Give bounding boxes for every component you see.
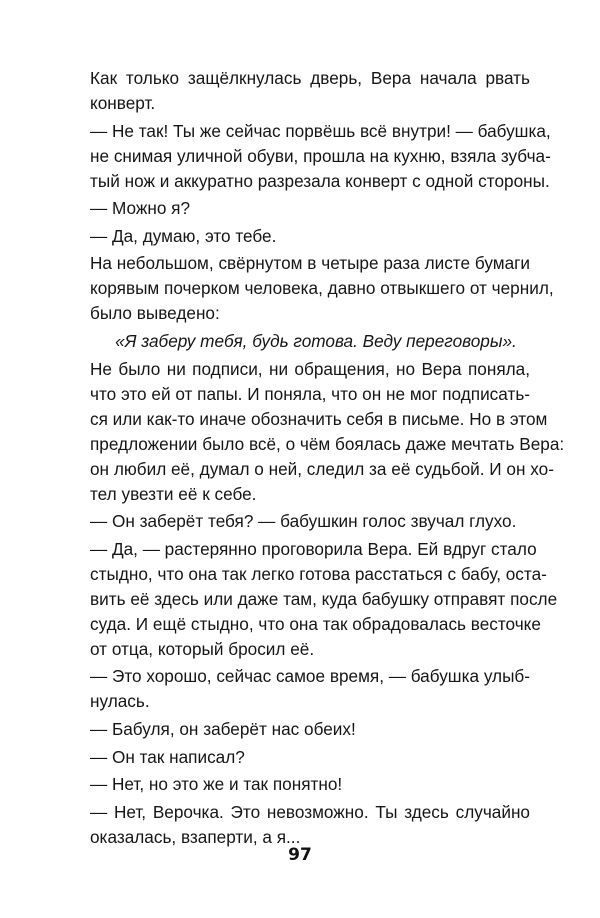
text-line: — Нет, но это же и так понятно! xyxy=(90,774,343,795)
text-line: — Он заберёт тебя? — бабушкин голос звучал глухо. xyxy=(90,511,517,532)
text-line: — Нет, Верочка. Это невозможно. Ты здесь случайно xyxy=(90,801,530,822)
text-line: корявым почерком человека, давно отвыкшего от чернил, xyxy=(90,278,554,299)
text-line: вить её здесь или даже там, куда бабушку отправят после xyxy=(90,588,558,609)
text-line: тел увезти её к себе. xyxy=(90,483,257,504)
text-line: — Да, думаю, это тебе. xyxy=(90,225,277,246)
text-line: — Можно я? xyxy=(90,198,191,219)
text-line: нулась. xyxy=(90,691,150,712)
text-line: что это ей от папы. И поняла, что он не мог подписать- xyxy=(90,383,530,404)
page-text xyxy=(90,66,565,850)
text-line: конверт. xyxy=(90,93,156,113)
text-line: оказалась, взаперти, а я... xyxy=(90,826,301,847)
text-line: было выведено: xyxy=(90,303,220,324)
text-line: от отца, который бросил её. xyxy=(90,638,315,659)
text-line: — Да, — растерянно проговорила Вера. Ей вдруг стало xyxy=(90,538,537,559)
text-line: Как только защёлкнулась дверь, Вера начала рвать xyxy=(90,68,530,88)
text-line: стыдно, что она так легко готова расстаться с бабу, оста- xyxy=(90,563,547,584)
text-line: — Бабуля, он заберёт нас обеих! xyxy=(90,718,356,739)
text-line: не снимая уличной обуви, прошла на кухню, взяла зубча- xyxy=(90,145,551,166)
text-line: тый нож и аккуратно разрезала конверт с одной стороны. xyxy=(90,170,550,191)
text-line: — Это хорошо, сейчас самое время, — бабушка улыб- xyxy=(90,666,530,687)
text-line: ся или как-то иначе обозначить себя в письме. Но в этом xyxy=(90,408,548,429)
text-line: — Не так! Ты же сейчас порвёшь всё внутри! — бабушка, xyxy=(90,120,551,141)
text-line: он любил её, думал о ней, следил за её судьбой. И он хо- xyxy=(90,458,554,479)
page-number: 97 xyxy=(288,845,312,865)
text-line: суда. И ещё стыдно, что она так обрадовалась весточке xyxy=(90,613,541,634)
text-line: Не было ни подписи, ни обращения, но Вера поняла, xyxy=(90,358,530,379)
text-line: — Он так написал? xyxy=(90,746,245,767)
text-line: предложении было всё, о чём боялась даже мечтать Вера: xyxy=(90,433,565,454)
text-line: На небольшом, свёрнутом в четыре раза листе бумаги xyxy=(90,253,530,274)
quoted-note: «Я заберу тебя, будь готова. Веду переговоры». xyxy=(115,330,517,351)
